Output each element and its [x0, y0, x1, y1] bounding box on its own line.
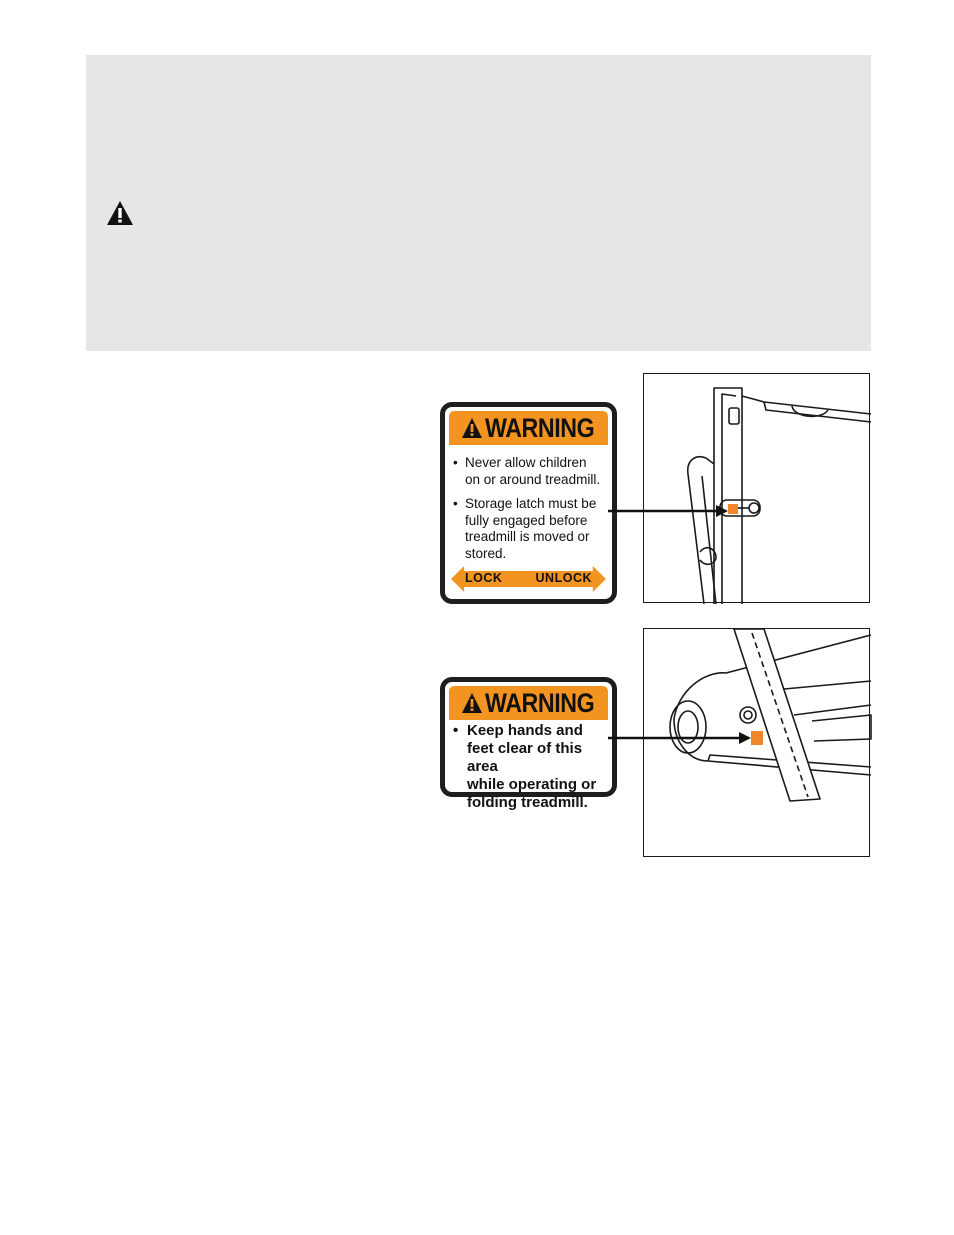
label-bullet: • Keep hands and feet clear of this area while operating or folding treadmill. — [445, 722, 612, 812]
sticker-location-marker — [751, 731, 763, 745]
unlock-text: UNLOCK — [535, 571, 592, 585]
warning-label-storage-latch — [440, 402, 617, 604]
pointer-arrow-icon — [608, 504, 728, 518]
lock-unlock-arrow — [451, 565, 606, 593]
label-header — [449, 686, 608, 720]
pointer-arrow-icon — [608, 731, 751, 745]
label-heading: WARNING — [485, 687, 595, 718]
sticker-location-marker — [728, 504, 738, 514]
warning-triangle-icon — [106, 200, 134, 226]
label-heading: WARNING — [485, 412, 595, 443]
lock-text: LOCK — [465, 571, 503, 585]
notice-box — [86, 55, 871, 351]
warning-triangle-icon — [461, 692, 483, 714]
label-header — [449, 411, 608, 445]
label-bullet: • Storage latch must be fully engaged before treadmill is moved or stored. — [445, 496, 612, 562]
label-body — [445, 455, 612, 570]
label-body — [445, 722, 612, 820]
warning-label-hands-feet — [440, 677, 617, 811]
warning-triangle-icon — [461, 417, 483, 439]
figure-storage-latch — [643, 373, 870, 603]
label-bullet: • Never allow children on or around treadmill. — [445, 455, 612, 488]
treadmill-upright-illustration — [644, 374, 871, 604]
